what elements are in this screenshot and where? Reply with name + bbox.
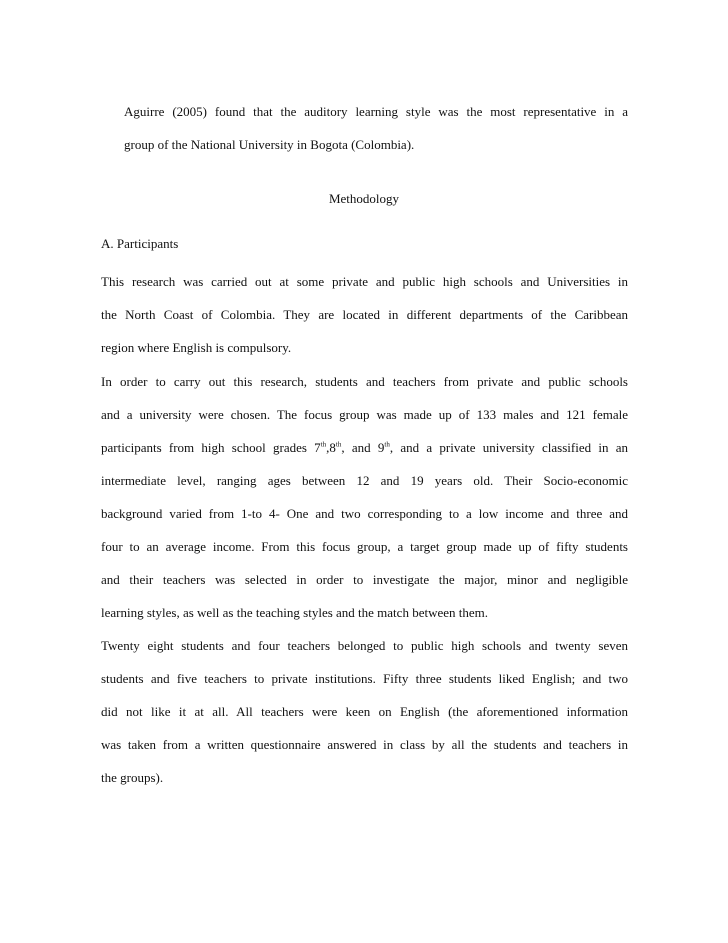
- paragraph-line: Twenty eight students and four teachers belonged to public high schools and twenty seven: [101, 638, 628, 653]
- section-heading: Methodology: [328, 191, 400, 206]
- superscript: th: [384, 440, 390, 449]
- intro-line: Aguirre (2005) found that the auditory learning style was the most representative in a: [124, 104, 628, 119]
- text-run: , and a private university classified in an: [389, 440, 628, 455]
- intro-line: group of the National University in Bogota (Colombia).: [124, 137, 415, 152]
- superscript: th: [335, 440, 342, 449]
- paragraph-line: [101, 440, 628, 456]
- subsection-heading: A. Participants: [101, 236, 179, 251]
- paragraph-line: and a university were chosen. The focus group was made up of 133 males and 121 female: [101, 407, 628, 422]
- paragraph-line: did not like it at all. All teachers were keen on English (the aforementioned information: [101, 704, 628, 719]
- paragraph-line: region where English is compulsory.: [101, 340, 292, 355]
- paragraph-line: students and five teachers to private institutions. Fifty three students liked English; and two: [101, 671, 628, 686]
- paragraph-line: the groups).: [101, 770, 164, 785]
- paragraph-line: In order to carry out this research, students and teachers from private and public schools: [101, 374, 628, 389]
- text-run: participants from high school grades 7: [101, 440, 321, 455]
- text-run: ,8: [326, 440, 336, 455]
- text-run: , and 9: [341, 440, 385, 455]
- paragraph-line: four to an average income. From this focus group, a target group made up of fifty students: [101, 539, 628, 554]
- paragraph-line: background varied from 1-to 4- One and two corresponding to a low income and three and: [101, 506, 628, 521]
- paragraph-line: and their teachers was selected in order to investigate the major, minor and negligible: [101, 572, 628, 587]
- paragraph-line: learning styles, as well as the teaching styles and the match between them.: [101, 605, 488, 620]
- paragraph-line: This research was carried out at some private and public high schools and Universities in: [101, 274, 628, 289]
- paragraph-line: was taken from a written questionnaire answered in class by all the students and teachers in: [101, 737, 628, 752]
- paragraph-line: the North Coast of Colombia. They are located in different departments of the Caribbean: [101, 307, 628, 322]
- superscript: th: [320, 440, 327, 449]
- paragraph-line: intermediate level, ranging ages between 12 and 19 years old. Their Socio-economic: [101, 473, 628, 488]
